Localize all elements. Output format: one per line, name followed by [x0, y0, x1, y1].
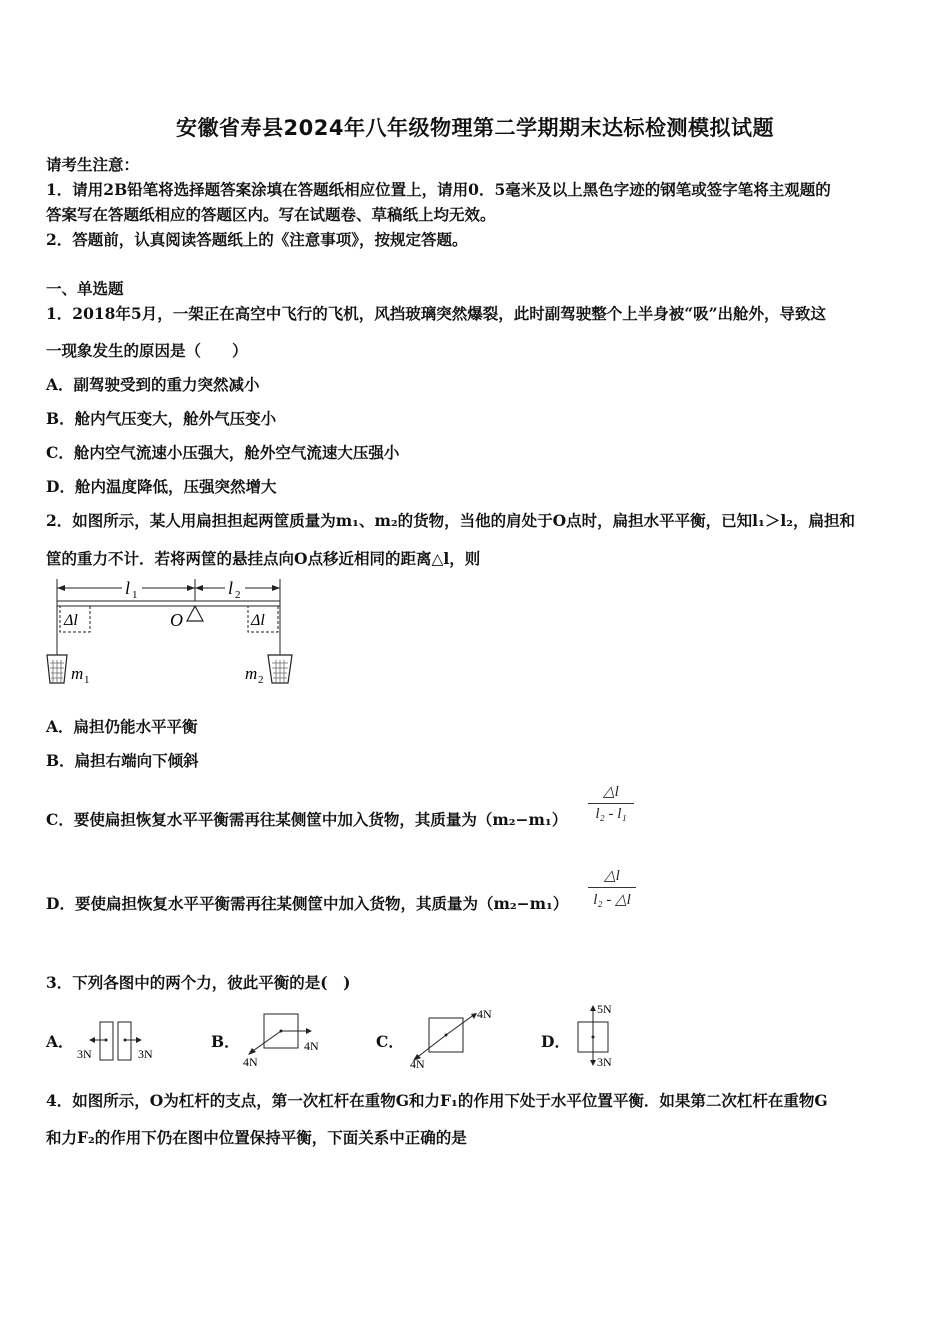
q1-stem-b: 一现象发生的原因是（ ）	[46, 341, 248, 360]
q2-option-a: A．扁担仍能水平平衡	[46, 717, 198, 736]
carrying-pole-figure	[40, 575, 300, 690]
q2-option-b: B．扁担右端向下倾斜	[46, 751, 199, 770]
force-label: 4N	[410, 1057, 425, 1071]
force-label: 3N	[77, 1047, 92, 1061]
q1-option-a: A．副驾驶受到的重力突然减小	[46, 375, 260, 394]
fraction-numerator: △l	[603, 784, 619, 800]
dl-left-label: Δl	[64, 612, 78, 629]
force-label: 4N	[304, 1039, 319, 1053]
notice-line-2: 2．答题前，认真阅读答题纸上的《注意事项》，按规定答题。	[46, 230, 468, 249]
q3-option-b-label: B．	[211, 1032, 240, 1051]
pivot-label: O	[170, 610, 183, 630]
force-label: 5N	[597, 1002, 612, 1016]
force-label: 3N	[138, 1047, 153, 1061]
fraction-denominator: l₂ - l₁	[595, 806, 627, 822]
l2-subscript: 2	[235, 589, 241, 601]
l1-subscript: 1	[132, 589, 138, 601]
q1-option-b: B．舱内气压变大，舱外气压变小	[46, 409, 277, 428]
m2-label: m	[245, 664, 258, 683]
fraction-numerator: △l	[604, 868, 620, 884]
notice-heading: 请考生注意：	[46, 155, 140, 174]
q4-stem-b: 和力F₂的作用下仍在图中位置保持平衡，下面关系中正确的是	[46, 1128, 467, 1147]
force-label: 4N	[477, 1007, 492, 1021]
m2-subscript: 2	[258, 674, 264, 686]
fraction-denominator: l₂ - △l	[593, 892, 631, 908]
pivot-triangle	[187, 606, 203, 621]
m1-label: m	[71, 664, 84, 683]
q3-option-a-label: A．	[46, 1032, 74, 1051]
q1-option-d: D．舱内温度降低，压强突然增大	[46, 477, 277, 496]
pole	[57, 601, 280, 606]
page-title: 安徽省寿县2024年八年级物理第二学期期末达标检测模拟试题	[176, 116, 774, 140]
q2-option-c-fraction	[588, 782, 634, 823]
q2-option-c: C．要使扁担恢复水平平衡需再往某侧筐中加入货物，其质量为（m₂−m₁）	[46, 810, 568, 829]
force-label: 3N	[597, 1055, 612, 1069]
q3-option-c-label: C．	[376, 1032, 404, 1051]
q2-option-d: D．要使扁担恢复水平平衡需再往某侧筐中加入货物，其质量为（m₂−m₁）	[46, 894, 569, 913]
q1-stem-a: 1．2018年5月，一架正在高空中飞行的飞机，风挡玻璃突然爆裂，此时副驾驶整个上半身被“吸”出舱外，导致这	[46, 304, 827, 323]
dl-right-label: Δl	[251, 612, 265, 629]
q2-option-d-fraction	[588, 866, 636, 909]
q2-stem-b: 筐的重力不计．若将两筐的悬挂点向O点移近相同的距离△l，则	[46, 549, 481, 568]
notice-line-1a: 1．请用2B铅笔将选择题答案涂填在答题纸相应位置上，请用0．5毫米及以上黑色字迹的钢笔或签字笔将主观题的	[46, 180, 831, 199]
q3-figure-c	[405, 1005, 500, 1070]
q3-figure-a	[75, 1018, 165, 1063]
force-label: 4N	[243, 1055, 258, 1069]
l2-label: l	[228, 578, 234, 598]
m1-subscript: 1	[84, 674, 90, 686]
q3-figure-b	[240, 1008, 330, 1068]
notice-line-1b: 答案写在答题纸相应的答题区内。写在试题卷、草稿纸上均无效。	[46, 205, 496, 224]
q2-stem-a: 2．如图所示，某人用扁担担起两筐质量为m₁、m₂的货物，当他的肩处于O点时，扁担水平平衡，已知l₁＞l₂，扁担和	[46, 511, 856, 530]
section-heading: 一、单选题	[46, 279, 124, 298]
q3-figure-d	[570, 1000, 630, 1070]
q1-option-c: C．舱内空气流速小压强大，舱外空气流速大压强小	[46, 443, 400, 462]
q3-option-d-label: D．	[541, 1032, 570, 1051]
q3-stem: 3．下列各图中的两个力，彼此平衡的是( )	[46, 973, 351, 992]
q4-stem-a: 4．如图所示，O为杠杆的支点，第一次杠杆在重物G和力F₁的作用下处于水平位置平衡．如果第二次杠杆在重物G	[46, 1091, 828, 1110]
l1-label: l	[125, 578, 131, 598]
